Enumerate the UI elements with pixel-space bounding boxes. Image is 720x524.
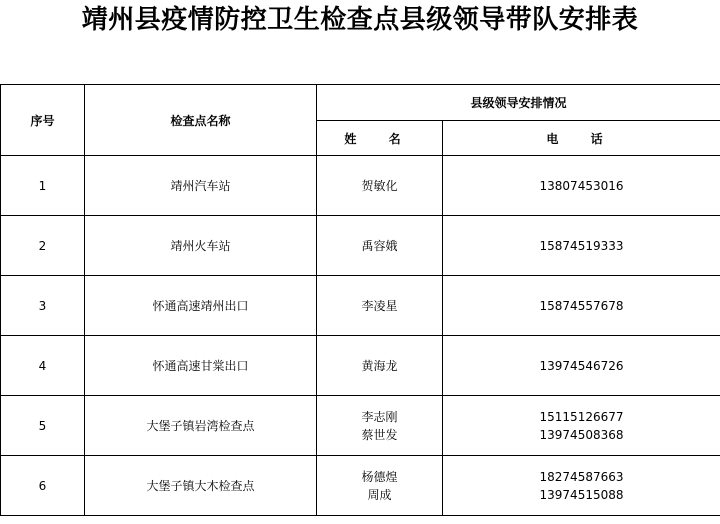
leader-name: 黄海龙: [361, 358, 398, 373]
leader-name: 贺敏化: [361, 178, 398, 193]
document-title: 靖州县疫情防控卫生检查点县级领导带队安排表: [81, 5, 639, 35]
row-checkpoint: 靖州火车站: [85, 216, 317, 276]
row-names: [317, 396, 443, 456]
table-row: [1, 396, 720, 456]
row-phones: [443, 276, 720, 336]
header-name: 姓 名: [317, 121, 443, 156]
leader-phone: 18274587663: [539, 469, 624, 484]
row-checkpoint: 大堡子镇岩湾检查点: [85, 396, 317, 456]
table-row: [1, 336, 720, 396]
row-phones: [443, 336, 720, 396]
leader-name: 李志刚: [361, 409, 398, 424]
row-phones: [443, 396, 720, 456]
leader-phone: 13974546726: [539, 358, 624, 373]
row-checkpoint: 怀通高速甘棠出口: [85, 336, 317, 396]
table-row: [1, 216, 720, 276]
leader-name: 李凌星: [361, 298, 398, 313]
row-seq: 6: [1, 456, 85, 516]
row-phones: [443, 456, 720, 516]
row-phones: [443, 216, 720, 276]
row-seq: 5: [1, 396, 85, 456]
header-checkpoint: 检查点名称: [85, 85, 317, 156]
leader-name: 蔡世发: [361, 427, 398, 442]
row-seq: 3: [1, 276, 85, 336]
leader-phone: 13974515088: [539, 487, 624, 502]
leader-phone: 13974508368: [539, 427, 624, 442]
header-arrangement: 县级领导安排情况: [317, 85, 720, 121]
table-row: [1, 156, 720, 216]
row-checkpoint: 怀通高速靖州出口: [85, 276, 317, 336]
row-names: [317, 156, 443, 216]
leader-arrangement-table: [0, 84, 720, 516]
row-checkpoint: 靖州汽车站: [85, 156, 317, 216]
table-row: [1, 276, 720, 336]
leader-name: 周成: [367, 487, 392, 502]
leader-phone: 15115126677: [539, 409, 624, 424]
row-seq: 4: [1, 336, 85, 396]
leader-phone: 13807453016: [539, 178, 624, 193]
row-seq: 1: [1, 156, 85, 216]
table-row: [1, 456, 720, 516]
header-phone: 电 话: [443, 121, 720, 156]
header-seq: 序号: [1, 85, 85, 156]
leader-phone: 15874557678: [539, 298, 624, 313]
row-phones: [443, 156, 720, 216]
leader-phone: 15874519333: [539, 238, 624, 253]
row-checkpoint: 大堡子镇大木检查点: [85, 456, 317, 516]
leader-name: 禹容娥: [361, 238, 398, 253]
row-seq: 2: [1, 216, 85, 276]
row-names: [317, 336, 443, 396]
row-names: [317, 456, 443, 516]
leader-name: 杨德煌: [361, 469, 398, 484]
row-names: [317, 276, 443, 336]
row-names: [317, 216, 443, 276]
